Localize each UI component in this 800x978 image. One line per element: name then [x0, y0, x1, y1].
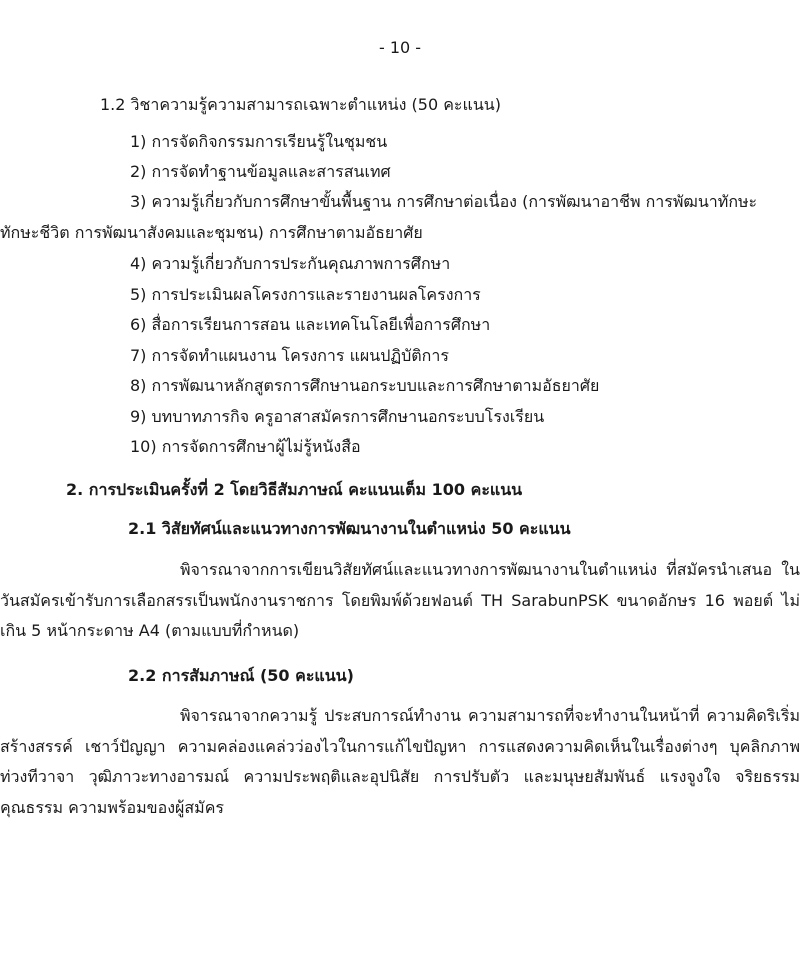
section-2-1-heading: 2.1 วิสัยทัศน์และแนวทางการพัฒนางานในตำแหน่ง 50 คะแนน	[128, 519, 571, 538]
list-item: 8) การพัฒนาหลักสูตรการศึกษานอกระบบและการศึกษาตามอัธยาศัย	[130, 376, 600, 395]
page-number: - 10 -	[378, 38, 422, 57]
section-2-2-body: พิจารณาจากความรู้ ประสบการณ์ทำงาน ความสามารถที่จะทำงานในหน้าที่ ความคิดริเริ่มสร้างสรรค์ เชาว์ปัญญา ความคล่องแคล่วว่องไวในการแก้ไขปัญหา การแสดงความคิดเห็นในเรื่องต่างๆ บุคลิกภาพ ท่วงทีวาจา วุฒิภาวะทางอารมณ์ ความประพฤติและอุปนิสัย การปรับตัว และมนุษยสัมพันธ์ แรงจูงใจ จริยธรรม คุณธรรม ความพร้อมของผู้สมัคร	[0, 706, 800, 817]
list-item: 9) บทบาทภารกิจ ครูอาสาสมัครการศึกษานอกระบบโรงเรียน	[130, 407, 545, 426]
list-item: 10) การจัดการศึกษาผู้ไม่รู้หนังสือ	[130, 437, 361, 456]
list-item: 4) ความรู้เกี่ยวกับการประกันคุณภาพการศึกษา	[130, 254, 451, 273]
list-item: 5) การประเมินผลโครงการและรายงานผลโครงการ	[130, 285, 481, 304]
list-item: 7) การจัดทำแผนงาน โครงการ แผนปฏิบัติการ	[130, 346, 449, 365]
section-2-2-heading: 2.2 การสัมภาษณ์ (50 คะแนน)	[128, 666, 354, 685]
list-item: 1) การจัดกิจกรรมการเรียนรู้ในชุมชน	[130, 132, 388, 151]
section-2-heading: 2. การประเมินครั้งที่ 2 โดยวิธีสัมภาษณ์ คะแนนเต็ม 100 คะแนน	[66, 480, 523, 499]
section-2-1-body: พิจารณาจากการเขียนวิสัยทัศน์และแนวทางการพัฒนางานในตำแหน่ง ที่สมัครนำเสนอ ในวันสมัครเข้ารับการเลือกสรรเป็นพนักงานราชการ โดยพิมพ์ด้วยฟอนต์ TH SarabunPSK ขนาดอักษร 16 พอยต์ ไม่เกิน 5 หน้ากระดาษ A4 (ตามแบบที่กำหนด)	[0, 560, 800, 641]
list-item: 2) การจัดทำฐานข้อมูลและสารสนเทศ	[130, 162, 391, 181]
section-1-2-heading: 1.2 วิชาความรู้ความสามารถเฉพาะตำแหน่ง (50 คะแนน)	[100, 95, 501, 114]
list-item-continuation: ทักษะชีวิต การพัฒนาสังคมและชุมชน) การศึกษาตามอัธยาศัย	[0, 223, 423, 242]
list-item: 6) สื่อการเรียนการสอน และเทคโนโลยีเพื่อการศึกษา	[130, 315, 491, 334]
list-item: 3) ความรู้เกี่ยวกับการศึกษาขั้นพื้นฐาน การศึกษาต่อเนื่อง (การพัฒนาอาชีพ การพัฒนาทักษะ	[130, 192, 758, 211]
